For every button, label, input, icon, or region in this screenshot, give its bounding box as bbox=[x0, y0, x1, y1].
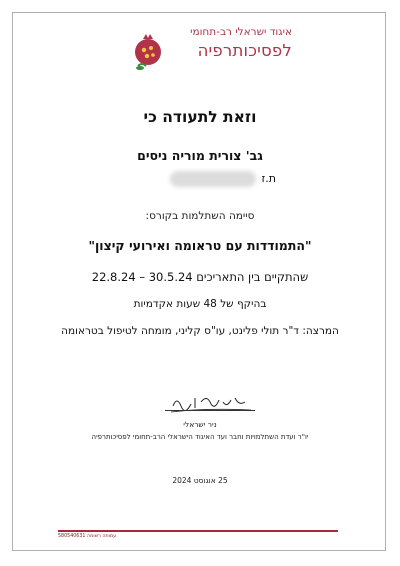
logo-line-1: איגוד ישראלי רב-תחומי bbox=[190, 26, 292, 38]
recipient-name: גב' צורית מוריה ניסים bbox=[137, 148, 263, 163]
association-logo bbox=[132, 22, 292, 82]
course-title: "התמודדות עם טראומה ואירועי קיצון" bbox=[88, 238, 312, 253]
completed-course-text: סיימה השתלמות בקורס: bbox=[145, 210, 255, 222]
signer-name: ניר ישראלי bbox=[183, 420, 217, 429]
redacted-id-number bbox=[170, 171, 256, 187]
logo-text bbox=[172, 22, 292, 78]
id-label: ת.ז bbox=[261, 172, 276, 185]
lecturer-line: המרצה: ד"ר תולי פלינט, עו"ס קליני, מומחה לטיפול בטראומה bbox=[61, 325, 339, 337]
handwritten-signature bbox=[165, 388, 255, 418]
footer-bar bbox=[58, 530, 338, 532]
course-hours: בהיקף של 48 שעות אקדמיות bbox=[133, 298, 267, 310]
course-dates: שהתקיים בין התאריכים 30.5.24 – 22.8.24 bbox=[91, 270, 309, 284]
registration-code: עמותה רשומה 580540631 bbox=[58, 534, 117, 539]
signer-role: יו"ר ועדת השתלמויות וחבר ועד האיגוד הישראלי הרב-תחומי לפסיכותרפיה bbox=[91, 433, 309, 441]
pomegranate-icon bbox=[132, 22, 164, 78]
signature-line bbox=[165, 410, 255, 411]
issue-date: 25 אוגוסט 2024 bbox=[172, 476, 228, 485]
id-number-row bbox=[146, 171, 276, 189]
logo-line-2: לפסיכותרפיה bbox=[197, 41, 292, 60]
certificate-title: וזאת לתעודה כי bbox=[143, 108, 257, 126]
